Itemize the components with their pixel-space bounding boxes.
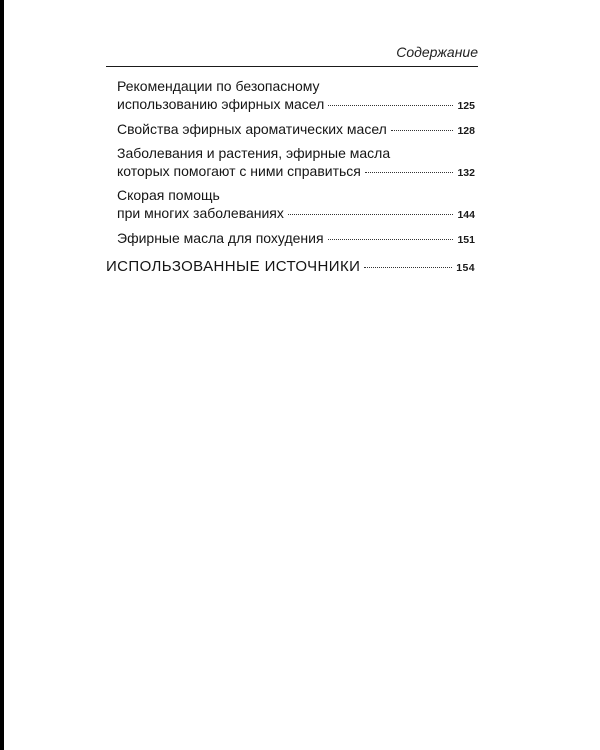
toc-entry-title-line: Рекомендации по безопасному (117, 78, 320, 94)
dot-leader (328, 104, 453, 106)
toc-entry-last-line (117, 162, 475, 182)
toc-entry-title-line: Заболевания и растения, эфирные масла (117, 145, 391, 161)
toc-page-number: 144 (457, 209, 475, 221)
toc-page-number: 151 (457, 234, 475, 246)
toc-page-number: 132 (457, 167, 475, 179)
dot-leader (328, 238, 454, 240)
toc-page-number: 154 (456, 262, 475, 274)
toc-entry-title-line: которых помогают с ними справиться (117, 163, 361, 179)
toc-entry[interactable] (117, 186, 475, 224)
toc-entry[interactable] (117, 144, 475, 182)
dot-leader (364, 266, 452, 268)
toc-entry-top-level[interactable] (106, 258, 475, 277)
dot-leader (391, 129, 454, 131)
toc-entry-last-line (106, 258, 475, 277)
toc-entry[interactable] (117, 77, 475, 115)
toc-entry[interactable] (117, 229, 475, 249)
toc-entry-title-line: Эфирные масла для похудения (117, 230, 324, 246)
toc-entry[interactable] (117, 120, 475, 140)
toc-page-number: 128 (457, 125, 475, 137)
toc-page-number: 125 (457, 100, 475, 112)
toc-entry-title-line: ИСПОЛЬЗОВАННЫЕ ИСТОЧНИКИ (106, 258, 361, 275)
toc-entry-title-line: при многих заболеваниях (117, 205, 284, 221)
toc-entry-last-line (117, 95, 475, 115)
toc-entry-last-line (117, 229, 475, 249)
toc-entry-last-line (117, 120, 475, 140)
toc-entry-title-line: Свойства эфирных ароматических масел (117, 121, 387, 137)
toc-entry-title-line: использованию эфирных масел (117, 96, 325, 112)
dot-leader (288, 213, 454, 215)
dot-leader (365, 171, 454, 173)
toc-entry-title-line: Скорая помощь (117, 187, 220, 203)
running-header: Содержание (396, 44, 478, 60)
toc-entry-last-line (117, 204, 475, 224)
